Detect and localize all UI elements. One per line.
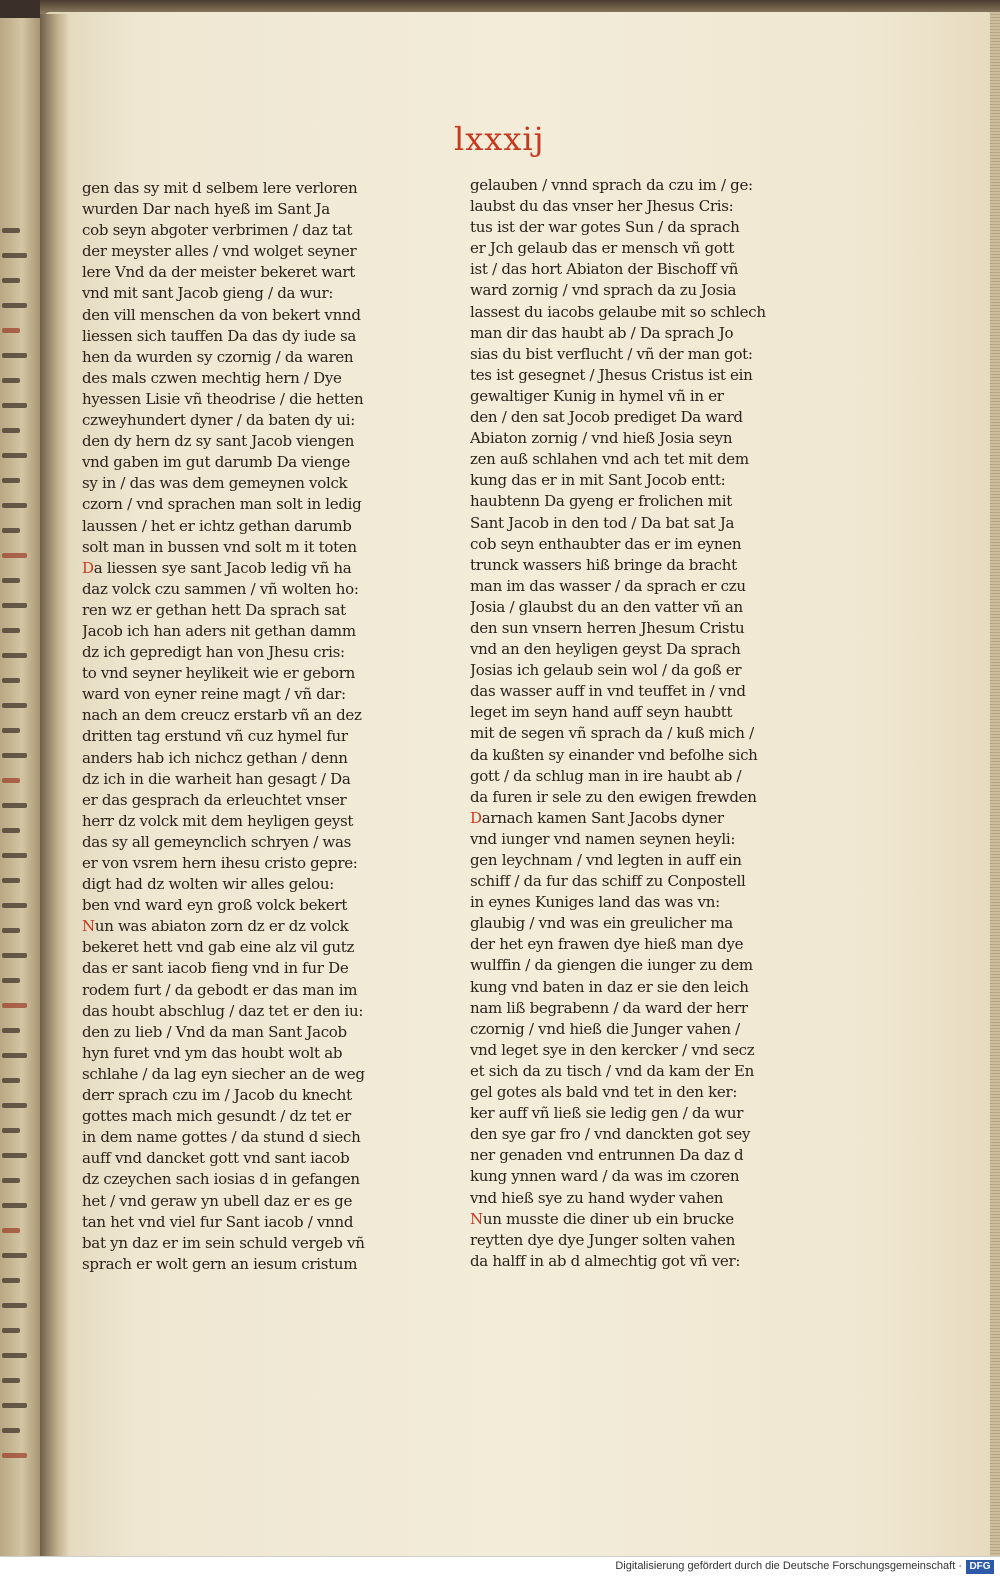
- previous-page-line: [2, 1328, 20, 1333]
- text-line: sy in / das was dem gemeynen volck: [82, 474, 348, 493]
- book-gutter: [40, 14, 70, 1556]
- text-line: man im das wasser / da sprach er czu: [470, 576, 746, 595]
- previous-page-line: [2, 303, 27, 308]
- previous-page-line: [2, 978, 20, 983]
- previous-page-line: [2, 578, 20, 583]
- previous-page-line: [2, 928, 20, 933]
- text-line: hen da wurden sy czornig / da waren: [82, 347, 354, 366]
- previous-page-edge: [0, 18, 40, 1556]
- text-line: reytten dye dye Junger solten vahen: [470, 1230, 736, 1249]
- text-line: das sy all gemeynclich schryen / was: [82, 832, 352, 851]
- text-line: den dy hern dz sy sant Jacob viengen: [82, 432, 355, 451]
- previous-page-line: [2, 1178, 20, 1183]
- text-line: bekeret hett vnd gab eine alz vil gutz: [82, 938, 355, 957]
- text-line: ben vnd ward eyn groß volck bekert: [82, 896, 348, 915]
- previous-page-line: [2, 803, 27, 808]
- text-line: bat yn daz er im sein schuld vergeb vñ: [82, 1233, 365, 1252]
- text-line: digt had dz wolten wir alles gelou:: [82, 875, 335, 894]
- previous-page-line: [2, 1353, 27, 1358]
- text-line: nach an dem creucz erstarb vñ an dez: [82, 706, 362, 725]
- text-line: Sant Jacob in den tod / Da bat sat Ja: [470, 513, 735, 532]
- previous-page-line: [2, 1078, 20, 1083]
- text-line: solt man in bussen vnd solt m it toten: [82, 537, 357, 556]
- previous-page-line: [2, 603, 27, 608]
- previous-page-line: [2, 1378, 20, 1383]
- previous-page-text-fragment: [2, 228, 34, 1478]
- footer-bar: [0, 1556, 1000, 1577]
- text-line: et sich da zu tisch / vnd da kam der En: [470, 1061, 754, 1080]
- text-line: cob seyn abgoter verbrimen / daz tat: [82, 221, 353, 240]
- text-line: lere Vnd da der meister bekeret wart: [82, 263, 355, 282]
- text-line: gewaltiger Kunig in hymel vñ in er: [470, 386, 724, 405]
- previous-page-line: [2, 1403, 27, 1408]
- previous-page-line: [2, 228, 20, 233]
- text-line: tus ist der war gotes Sun / da sprach: [470, 218, 740, 237]
- previous-page-line: [2, 403, 27, 408]
- text-line: lassest du iacobs gelaube mit so schlech: [470, 302, 766, 321]
- text-line: to vnd seyner heylikeit wie er geborn: [82, 664, 355, 683]
- text-line: in dem name gottes / da stund d siech: [82, 1128, 361, 1147]
- previous-page-line: [2, 1053, 27, 1058]
- text-line: haubtenn Da gyeng er frolichen mit: [470, 492, 732, 511]
- funding-credit: Digitalisierung gefördert durch die Deutsche Forschungsgemeinschaft ·: [615, 1560, 962, 1572]
- text-line: ist / das hort Abiaton der Bischoff vñ: [470, 260, 739, 279]
- right-text-column: [470, 175, 810, 1272]
- text-line: ward von eyner reine magt / vñ dar:: [82, 685, 346, 704]
- text-line: herr dz volck mit dem heyligen geyst: [82, 811, 354, 830]
- text-line: leget im seyn hand auff seyn haubtt: [470, 703, 733, 722]
- text-line: liessen sich tauffen Da das dy iude sa: [82, 326, 357, 345]
- previous-page-line: [2, 1003, 27, 1008]
- text-line: er das gesprach da erleuchtet vnser: [82, 790, 347, 809]
- text-line: mit de segen vñ sprach da / kuß mich /: [470, 724, 754, 743]
- text-line: gott / da schlug man in ire haubt ab /: [470, 766, 742, 785]
- text-line: ren wz er gethan hett Da sprach sat: [82, 600, 346, 619]
- previous-page-line: [2, 853, 27, 858]
- previous-page-line: [2, 353, 27, 358]
- text-line: vnd mit sant Jacob gieng / da wur:: [82, 284, 334, 303]
- previous-page-line: [2, 1253, 27, 1258]
- text-line: Jacob ich han aders nit gethan damm: [82, 621, 356, 640]
- text-line: Nun musste die diner ub ein brucke: [470, 1209, 734, 1228]
- previous-page-line: [2, 378, 20, 383]
- text-line: der meyster alles / vnd wolget seyner: [82, 242, 357, 261]
- previous-page-line: [2, 478, 20, 483]
- text-line: kung vnd baten in daz er sie den leich: [470, 977, 749, 996]
- text-line: das er sant iacob fieng vnd in fur De: [82, 959, 349, 978]
- text-line: dz ich gepredigt han von Jhesu cris:: [82, 643, 345, 662]
- previous-page-line: [2, 1103, 27, 1108]
- text-line: vnd leget sye in den kercker / vnd secz: [470, 1040, 755, 1059]
- text-line: ward zornig / vnd sprach da zu Josia: [470, 281, 737, 300]
- text-line: schlahe / da lag eyn siecher an de weg: [82, 1064, 365, 1083]
- text-line: vnd gaben im gut darumb Da vienge: [82, 453, 350, 472]
- text-line: schiff / da fur das schiff zu Conpostell: [470, 872, 746, 891]
- previous-page-line: [2, 1428, 20, 1433]
- previous-page-line: [2, 453, 27, 458]
- text-line: ker auff vñ ließ sie ledig gen / da wur: [470, 1104, 744, 1123]
- text-line: nam liß begrabenn / da ward der herr: [470, 998, 748, 1017]
- text-line: gelauben / vnnd sprach da czu im / ge:: [470, 176, 753, 194]
- text-line: den / den sat Jocob prediget Da ward: [470, 408, 743, 427]
- text-line: den sye gar fro / vnd danckten got sey: [470, 1125, 751, 1144]
- previous-page-line: [2, 678, 20, 683]
- text-line: wulffin / da giengen die iunger zu dem: [470, 956, 753, 975]
- text-line: Da liessen sye sant Jacob ledig vñ ha: [82, 558, 352, 577]
- text-line: czorn / vnd sprachen man solt in ledig: [82, 495, 362, 514]
- previous-page-line: [2, 1153, 27, 1158]
- page-fore-edge: [990, 12, 1000, 1556]
- text-line: laubst du das vnser her Jhesus Cris:: [470, 197, 734, 216]
- text-line: da halff in ab d almechtig got vñ ver:: [470, 1251, 741, 1270]
- text-line: czweyhundert dyner / da baten dy ui:: [82, 411, 356, 430]
- text-line: gen leychnam / vnd legten in auff ein: [470, 851, 742, 869]
- text-line: wurden Dar nach hyeß im Sant Ja: [82, 200, 330, 219]
- text-line: tes ist gesegnet / Jhesus Cristus ist ein: [470, 365, 753, 384]
- text-line: hyn furet vnd ym das houbt wolt ab: [82, 1043, 343, 1062]
- text-line: den sun vnsern herren Jhesum Cristu: [470, 618, 745, 637]
- left-text-column: [82, 178, 412, 1275]
- previous-page-line: [2, 328, 20, 333]
- text-line: da furen ir sele zu den ewigen frewden: [470, 787, 757, 806]
- text-line: Abiaton zornig / vnd hieß Josia seyn: [470, 429, 733, 448]
- previous-page-line: [2, 1028, 20, 1033]
- previous-page-line: [2, 653, 27, 658]
- text-line: vnd an den heyligen geyst Da sprach: [470, 640, 741, 659]
- text-line: er von vsrem hern ihesu cristo gepre:: [82, 854, 358, 872]
- previous-page-line: [2, 903, 27, 908]
- previous-page-line: [2, 278, 20, 283]
- text-line: sprach er wolt gern an iesum cristum: [82, 1254, 358, 1273]
- text-line: trunck wassers hiß bringe da bracht: [470, 555, 737, 574]
- folio-number: lxxxij: [454, 120, 545, 158]
- previous-page-line: [2, 703, 27, 708]
- text-line: das wasser auff in vnd teuffet in / vnd: [470, 682, 746, 701]
- text-line: er Jch gelaub das er mensch vñ gott: [470, 239, 735, 258]
- text-line: het / vnd geraw yn ubell daz er es ge: [82, 1191, 353, 1210]
- previous-page-line: [2, 728, 20, 733]
- dfg-logo: DFG: [966, 1560, 994, 1574]
- previous-page-line: [2, 1128, 20, 1133]
- previous-page-line: [2, 428, 20, 433]
- previous-page-line: [2, 878, 20, 883]
- text-line: rodem furt / da gebodt er das man im: [82, 980, 358, 999]
- text-line: der het eyn frawen dye hieß man dye: [470, 935, 744, 954]
- previous-page-line: [2, 1228, 20, 1233]
- text-line: sias du bist verflucht / vñ der man got:: [470, 344, 753, 363]
- text-line: tan het vnd viel fur Sant iacob / vnnd: [82, 1212, 354, 1231]
- text-line: Josia / glaubst du an den vatter vñ an: [470, 597, 743, 616]
- text-line: gen das sy mit d selbem lere verloren: [82, 179, 358, 197]
- previous-page-line: [2, 528, 20, 533]
- text-line: dz czeychen sach iosias d in gefangen: [82, 1170, 360, 1189]
- text-line: Josias ich gelaub sein wol / da goß er: [470, 661, 742, 680]
- text-line: czornig / vnd hieß die Junger vahen /: [470, 1019, 740, 1038]
- previous-page-line: [2, 953, 27, 958]
- text-line: anders hab ich nichcz gethan / denn: [82, 748, 348, 767]
- text-line: hyessen Lisie vñ theodrise / die hetten: [82, 389, 364, 408]
- previous-page-line: [2, 828, 20, 833]
- text-line: gottes mach mich gesundt / dz tet er: [82, 1107, 351, 1126]
- previous-page-line: [2, 628, 20, 633]
- text-line: zen auß schlahen vnd ach tet mit dem: [470, 450, 749, 469]
- text-line: dz ich in die warheit han gesagt / Da: [82, 769, 351, 788]
- text-line: Darnach kamen Sant Jacobs dyner: [470, 808, 724, 827]
- previous-page-line: [2, 753, 27, 758]
- text-line: kung das er in mit Sant Jocob entt:: [470, 471, 726, 490]
- previous-page-line: [2, 553, 27, 558]
- text-line: dritten tag erstund vñ cuz hymel fur: [82, 727, 348, 746]
- previous-page-line: [2, 1278, 20, 1283]
- text-line: gel gotes als bald vnd tet in den ker:: [470, 1083, 738, 1102]
- text-line: glaubig / vnd was ein greulicher ma: [470, 914, 733, 933]
- text-line: das houbt abschlug / daz tet er den iu:: [82, 1001, 364, 1020]
- text-line: ner genaden vnd entrunnen Da daz d: [470, 1146, 744, 1165]
- previous-page-line: [2, 1203, 27, 1208]
- text-line: des mals czwen mechtig hern / Dye: [82, 368, 342, 387]
- previous-page-line: [2, 778, 20, 783]
- text-line: vnd iunger vnd namen seynen heyli:: [470, 829, 736, 848]
- text-line: daz volck czu sammen / vñ wolten ho:: [82, 579, 359, 598]
- previous-page-line: [2, 253, 27, 258]
- text-line: vnd hieß sye zu hand wyder vahen: [470, 1188, 724, 1207]
- text-line: laussen / het er ichtz gethan darumb: [82, 516, 352, 535]
- text-line: derr sprach czu im / Jacob du knecht: [82, 1086, 352, 1105]
- previous-page-line: [2, 1303, 27, 1308]
- previous-page-line: [2, 503, 27, 508]
- text-line: in eynes Kuniges land das was vn:: [470, 893, 720, 912]
- text-line: den vill menschen da von bekert vnnd: [82, 305, 361, 324]
- text-line: cob seyn enthaubter das er im eynen: [470, 534, 742, 553]
- text-line: man dir das haubt ab / Da sprach Jo: [470, 323, 734, 342]
- text-line: den zu lieb / Vnd da man Sant Jacob: [82, 1022, 347, 1041]
- text-line: auff vnd dancket gott vnd sant iacob: [82, 1149, 350, 1168]
- text-line: kung ynnen ward / da was im czoren: [470, 1167, 740, 1186]
- text-line: Nun was abiaton zorn dz er dz volck: [82, 917, 349, 936]
- text-line: da kußten sy einander vnd befolhe sich: [470, 745, 758, 764]
- previous-page-line: [2, 1453, 27, 1458]
